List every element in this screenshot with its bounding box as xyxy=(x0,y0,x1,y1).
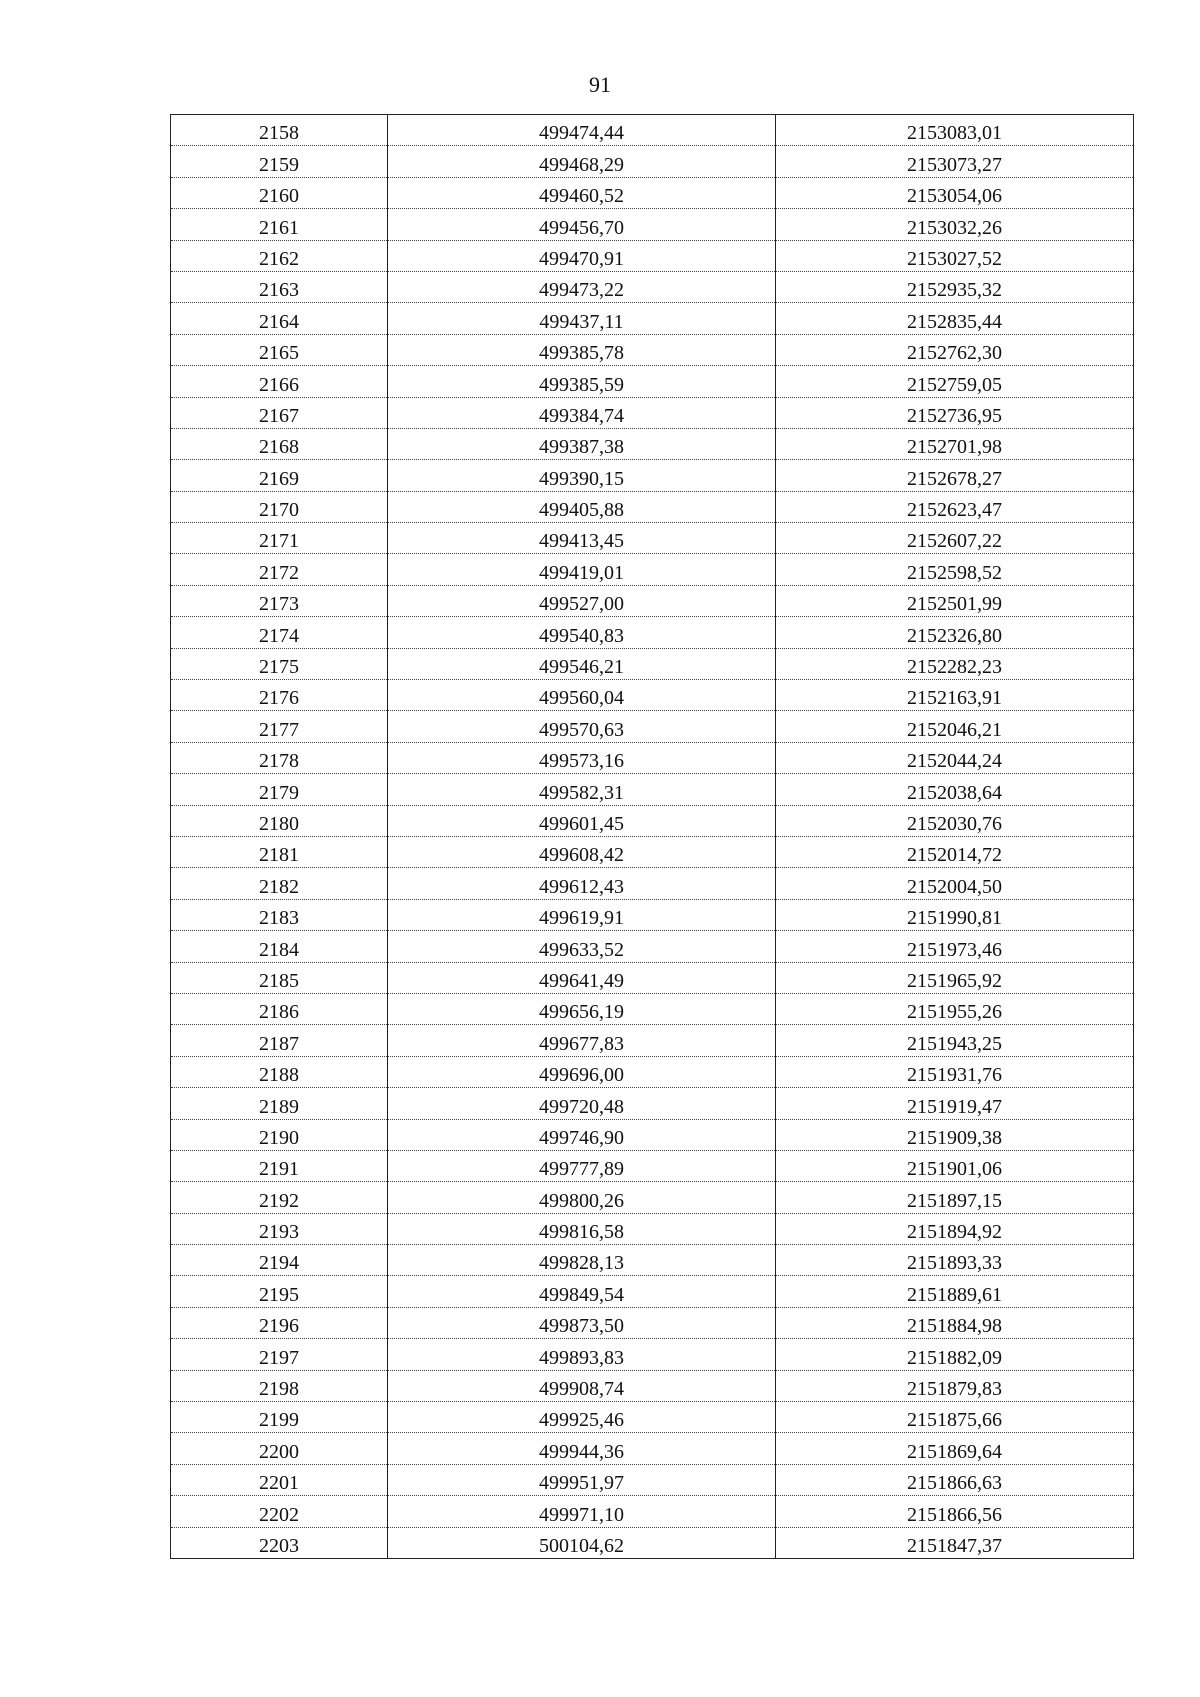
x-coordinate-cell: 499893,83 xyxy=(388,1339,776,1370)
table-row xyxy=(171,585,1134,616)
table-row xyxy=(171,366,1134,397)
point-number-cell: 2196 xyxy=(171,1307,388,1338)
table-row xyxy=(171,1402,1134,1433)
point-number-cell: 2201 xyxy=(171,1464,388,1495)
point-number-cell: 2197 xyxy=(171,1339,388,1370)
table-row xyxy=(171,1213,1134,1244)
y-coordinate-cell: 2152501,99 xyxy=(776,585,1134,616)
y-coordinate-cell: 2152326,80 xyxy=(776,617,1134,648)
y-coordinate-cell: 2153073,27 xyxy=(776,146,1134,177)
y-coordinate-cell: 2152607,22 xyxy=(776,523,1134,554)
y-coordinate-cell: 2151879,83 xyxy=(776,1370,1134,1401)
y-coordinate-cell: 2151894,92 xyxy=(776,1213,1134,1244)
x-coordinate-cell: 499746,90 xyxy=(388,1119,776,1150)
table-row xyxy=(171,397,1134,428)
y-coordinate-cell: 2151869,64 xyxy=(776,1433,1134,1464)
table-row xyxy=(171,1370,1134,1401)
table-row xyxy=(171,993,1134,1024)
x-coordinate-cell: 499437,11 xyxy=(388,303,776,334)
x-coordinate-cell: 499385,59 xyxy=(388,366,776,397)
table-row xyxy=(171,1150,1134,1181)
y-coordinate-cell: 2152701,98 xyxy=(776,428,1134,459)
table-row xyxy=(171,648,1134,679)
table-row xyxy=(171,1527,1134,1558)
point-number-cell: 2168 xyxy=(171,428,388,459)
table-row xyxy=(171,1056,1134,1087)
point-number-cell: 2188 xyxy=(171,1056,388,1087)
table-row xyxy=(171,774,1134,805)
point-number-cell: 2178 xyxy=(171,742,388,773)
x-coordinate-cell: 499560,04 xyxy=(388,680,776,711)
point-number-cell: 2159 xyxy=(171,146,388,177)
point-number-cell: 2191 xyxy=(171,1150,388,1181)
y-coordinate-cell: 2151990,81 xyxy=(776,899,1134,930)
y-coordinate-cell: 2151943,25 xyxy=(776,1025,1134,1056)
table-row xyxy=(171,836,1134,867)
point-number-cell: 2202 xyxy=(171,1496,388,1527)
y-coordinate-cell: 2151955,26 xyxy=(776,993,1134,1024)
table-row xyxy=(171,1182,1134,1213)
table-row xyxy=(171,899,1134,930)
point-number-cell: 2193 xyxy=(171,1213,388,1244)
table-row xyxy=(171,209,1134,240)
point-number-cell: 2183 xyxy=(171,899,388,930)
x-coordinate-cell: 499601,45 xyxy=(388,805,776,836)
point-number-cell: 2177 xyxy=(171,711,388,742)
point-number-cell: 2184 xyxy=(171,931,388,962)
point-number-cell: 2161 xyxy=(171,209,388,240)
point-number-cell: 2175 xyxy=(171,648,388,679)
y-coordinate-cell: 2153032,26 xyxy=(776,209,1134,240)
y-coordinate-cell: 2153054,06 xyxy=(776,177,1134,208)
point-number-cell: 2172 xyxy=(171,554,388,585)
y-coordinate-cell: 2152038,64 xyxy=(776,774,1134,805)
x-coordinate-cell: 499473,22 xyxy=(388,271,776,302)
x-coordinate-cell: 499619,91 xyxy=(388,899,776,930)
point-number-cell: 2164 xyxy=(171,303,388,334)
point-number-cell: 2160 xyxy=(171,177,388,208)
table-row xyxy=(171,523,1134,554)
x-coordinate-cell: 499413,45 xyxy=(388,523,776,554)
point-number-cell: 2165 xyxy=(171,334,388,365)
x-coordinate-cell: 499582,31 xyxy=(388,774,776,805)
table-row xyxy=(171,1464,1134,1495)
y-coordinate-cell: 2152678,27 xyxy=(776,460,1134,491)
y-coordinate-cell: 2152282,23 xyxy=(776,648,1134,679)
x-coordinate-cell: 499656,19 xyxy=(388,993,776,1024)
x-coordinate-cell: 499641,49 xyxy=(388,962,776,993)
point-number-cell: 2187 xyxy=(171,1025,388,1056)
table-row xyxy=(171,1276,1134,1307)
y-coordinate-cell: 2151889,61 xyxy=(776,1276,1134,1307)
table-row xyxy=(171,1339,1134,1370)
point-number-cell: 2190 xyxy=(171,1119,388,1150)
table-row xyxy=(171,711,1134,742)
y-coordinate-cell: 2153027,52 xyxy=(776,240,1134,271)
table-row xyxy=(171,177,1134,208)
x-coordinate-cell: 499677,83 xyxy=(388,1025,776,1056)
point-number-cell: 2185 xyxy=(171,962,388,993)
x-coordinate-cell: 499460,52 xyxy=(388,177,776,208)
coordinates-table xyxy=(170,114,1134,1559)
x-coordinate-cell: 499456,70 xyxy=(388,209,776,240)
y-coordinate-cell: 2151973,46 xyxy=(776,931,1134,962)
x-coordinate-cell: 499696,00 xyxy=(388,1056,776,1087)
x-coordinate-cell: 499777,89 xyxy=(388,1150,776,1181)
x-coordinate-cell: 499828,13 xyxy=(388,1245,776,1276)
point-number-cell: 2179 xyxy=(171,774,388,805)
y-coordinate-cell: 2151866,56 xyxy=(776,1496,1134,1527)
point-number-cell: 2181 xyxy=(171,836,388,867)
table-row xyxy=(171,617,1134,648)
x-coordinate-cell: 499390,15 xyxy=(388,460,776,491)
point-number-cell: 2171 xyxy=(171,523,388,554)
x-coordinate-cell: 499951,97 xyxy=(388,1464,776,1495)
table-row xyxy=(171,805,1134,836)
table-row xyxy=(171,1119,1134,1150)
table-row xyxy=(171,868,1134,899)
y-coordinate-cell: 2151893,33 xyxy=(776,1245,1134,1276)
y-coordinate-cell: 2152014,72 xyxy=(776,836,1134,867)
y-coordinate-cell: 2151919,47 xyxy=(776,1088,1134,1119)
point-number-cell: 2166 xyxy=(171,366,388,397)
x-coordinate-cell: 499720,48 xyxy=(388,1088,776,1119)
page-number: 91 xyxy=(589,72,611,97)
point-number-cell: 2180 xyxy=(171,805,388,836)
y-coordinate-cell: 2152046,21 xyxy=(776,711,1134,742)
x-coordinate-cell: 499612,43 xyxy=(388,868,776,899)
y-coordinate-cell: 2151965,92 xyxy=(776,962,1134,993)
x-coordinate-cell: 499385,78 xyxy=(388,334,776,365)
y-coordinate-cell: 2152935,32 xyxy=(776,271,1134,302)
table-row xyxy=(171,460,1134,491)
x-coordinate-cell: 499816,58 xyxy=(388,1213,776,1244)
point-number-cell: 2199 xyxy=(171,1402,388,1433)
point-number-cell: 2167 xyxy=(171,397,388,428)
y-coordinate-cell: 2151897,15 xyxy=(776,1182,1134,1213)
y-coordinate-cell: 2153083,01 xyxy=(776,115,1134,146)
x-coordinate-cell: 499570,63 xyxy=(388,711,776,742)
point-number-cell: 2195 xyxy=(171,1276,388,1307)
y-coordinate-cell: 2151901,06 xyxy=(776,1150,1134,1181)
y-coordinate-cell: 2152759,05 xyxy=(776,366,1134,397)
point-number-cell: 2182 xyxy=(171,868,388,899)
x-coordinate-cell: 499849,54 xyxy=(388,1276,776,1307)
x-coordinate-cell: 499384,74 xyxy=(388,397,776,428)
x-coordinate-cell: 499419,01 xyxy=(388,554,776,585)
table-row xyxy=(171,1307,1134,1338)
x-coordinate-cell: 499800,26 xyxy=(388,1182,776,1213)
x-coordinate-cell: 499608,42 xyxy=(388,836,776,867)
point-number-cell: 2169 xyxy=(171,460,388,491)
y-coordinate-cell: 2152030,76 xyxy=(776,805,1134,836)
x-coordinate-cell: 499971,10 xyxy=(388,1496,776,1527)
point-number-cell: 2174 xyxy=(171,617,388,648)
coordinates-table-body xyxy=(171,115,1134,1559)
x-coordinate-cell: 499468,29 xyxy=(388,146,776,177)
y-coordinate-cell: 2152835,44 xyxy=(776,303,1134,334)
point-number-cell: 2163 xyxy=(171,271,388,302)
point-number-cell: 2170 xyxy=(171,491,388,522)
point-number-cell: 2194 xyxy=(171,1245,388,1276)
table-row xyxy=(171,271,1134,302)
table-row xyxy=(171,1245,1134,1276)
x-coordinate-cell: 499527,00 xyxy=(388,585,776,616)
table-row xyxy=(171,303,1134,334)
x-coordinate-cell: 499633,52 xyxy=(388,931,776,962)
table-row xyxy=(171,491,1134,522)
table-row xyxy=(171,680,1134,711)
y-coordinate-cell: 2151847,37 xyxy=(776,1527,1134,1558)
x-coordinate-cell: 499387,38 xyxy=(388,428,776,459)
y-coordinate-cell: 2152044,24 xyxy=(776,742,1134,773)
point-number-cell: 2158 xyxy=(171,115,388,146)
point-number-cell: 2186 xyxy=(171,993,388,1024)
table-row xyxy=(171,931,1134,962)
point-number-cell: 2173 xyxy=(171,585,388,616)
point-number-cell: 2189 xyxy=(171,1088,388,1119)
x-coordinate-cell: 499546,21 xyxy=(388,648,776,679)
y-coordinate-cell: 2152598,52 xyxy=(776,554,1134,585)
x-coordinate-cell: 499908,74 xyxy=(388,1370,776,1401)
table-row xyxy=(171,1433,1134,1464)
point-number-cell: 2200 xyxy=(171,1433,388,1464)
x-coordinate-cell: 499573,16 xyxy=(388,742,776,773)
y-coordinate-cell: 2152623,47 xyxy=(776,491,1134,522)
x-coordinate-cell: 499405,88 xyxy=(388,491,776,522)
table-row xyxy=(171,1496,1134,1527)
point-number-cell: 2203 xyxy=(171,1527,388,1558)
table-row xyxy=(171,742,1134,773)
table-row xyxy=(171,1088,1134,1119)
table-row xyxy=(171,1025,1134,1056)
table-row xyxy=(171,334,1134,365)
table-row xyxy=(171,554,1134,585)
point-number-cell: 2198 xyxy=(171,1370,388,1401)
x-coordinate-cell: 499474,44 xyxy=(388,115,776,146)
point-number-cell: 2192 xyxy=(171,1182,388,1213)
point-number-cell: 2162 xyxy=(171,240,388,271)
table-row xyxy=(171,962,1134,993)
table-row xyxy=(171,428,1134,459)
y-coordinate-cell: 2151884,98 xyxy=(776,1307,1134,1338)
y-coordinate-cell: 2151909,38 xyxy=(776,1119,1134,1150)
y-coordinate-cell: 2152163,91 xyxy=(776,680,1134,711)
y-coordinate-cell: 2152736,95 xyxy=(776,397,1134,428)
table-row xyxy=(171,240,1134,271)
x-coordinate-cell: 499540,83 xyxy=(388,617,776,648)
x-coordinate-cell: 499873,50 xyxy=(388,1307,776,1338)
x-coordinate-cell: 499925,46 xyxy=(388,1402,776,1433)
x-coordinate-cell: 499470,91 xyxy=(388,240,776,271)
table-row xyxy=(171,146,1134,177)
table-row xyxy=(171,115,1134,146)
y-coordinate-cell: 2151875,66 xyxy=(776,1402,1134,1433)
y-coordinate-cell: 2151866,63 xyxy=(776,1464,1134,1495)
y-coordinate-cell: 2151882,09 xyxy=(776,1339,1134,1370)
x-coordinate-cell: 499944,36 xyxy=(388,1433,776,1464)
x-coordinate-cell: 500104,62 xyxy=(388,1527,776,1558)
y-coordinate-cell: 2151931,76 xyxy=(776,1056,1134,1087)
y-coordinate-cell: 2152004,50 xyxy=(776,868,1134,899)
point-number-cell: 2176 xyxy=(171,680,388,711)
y-coordinate-cell: 2152762,30 xyxy=(776,334,1134,365)
